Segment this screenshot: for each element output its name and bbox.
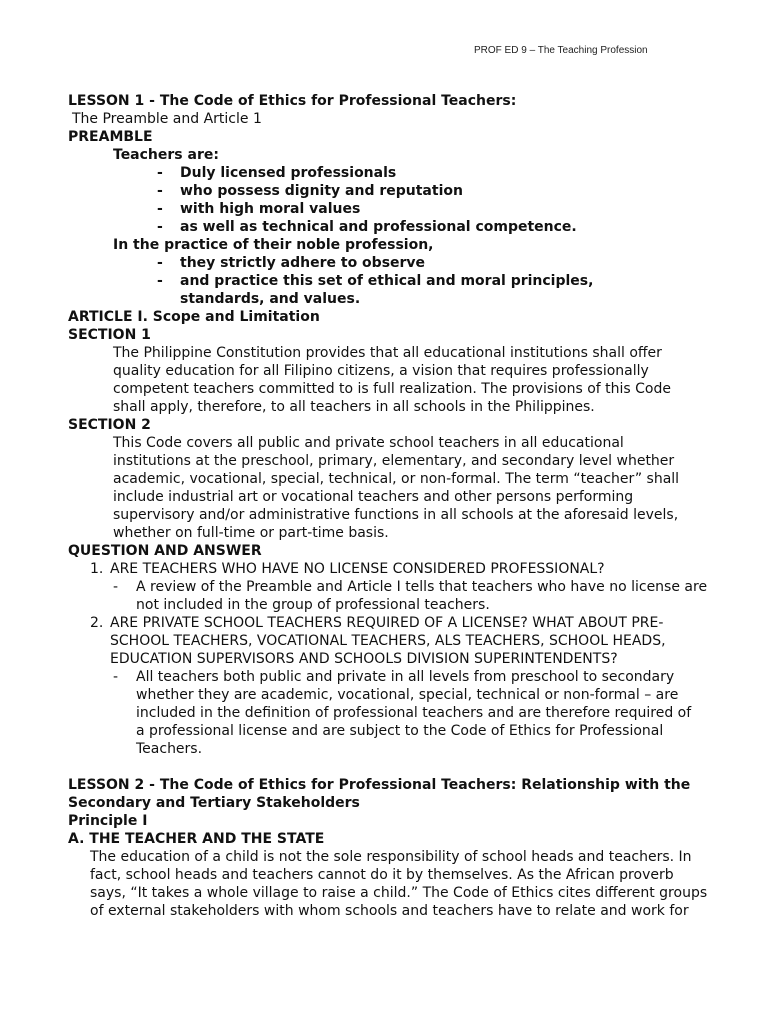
lesson1-title: LESSON 1 - The Code of Ethics for Professional Teachers:: [68, 93, 517, 109]
section1-heading: SECTION 1: [68, 327, 151, 343]
question: 1. ARE TEACHERS WHO HAVE NO LICENSE CONSIDERED PROFESSIONAL?: [90, 561, 605, 577]
section-a-heading: A. THE TEACHER AND THE STATE: [68, 831, 325, 847]
preamble-bullet-list-1: [68, 164, 708, 236]
running-header: PROF ED 9 – The Teaching Profession: [474, 45, 648, 56]
section1-text: The Philippine Constitution provides that all educational institutions shall offer quality education for all Filipino citizens, a vision that requires professionally competent teachers committed to is full realization. The provisions of this Code shall apply, therefore, to all teachers in all schools in the Philippines.: [113, 345, 671, 415]
dash-marker: -: [157, 201, 163, 217]
lesson2-text: The education of a child is not the sole responsibility of school heads and teachers. In fact, school heads and teachers cannot do it by themselves. As the African proverb says, “It takes a whole village to raise a child.” The Code of Ethics cites different groups of external stakeholders with whom schools and teachers have to relate and work for: [90, 849, 708, 919]
article-heading: ARTICLE I. Scope and Limitation: [68, 309, 320, 325]
list-item: - and practice this set of ethical and moral principles, standards, and values.: [157, 273, 594, 307]
list-item: - with high moral values: [157, 201, 361, 217]
qa-list: [68, 560, 708, 758]
principle-heading: Principle I: [68, 813, 148, 829]
list-item: - who possess dignity and reputation: [157, 183, 463, 199]
qa-item: [68, 614, 708, 758]
list-item: - Duly licensed professionals: [157, 165, 397, 181]
answer: - A review of the Preamble and Article I tells that teachers who have no license are not included in the group of professional teachers.: [113, 579, 708, 613]
practice-line: In the practice of their noble profession,: [113, 237, 434, 253]
preamble-heading: PREAMBLE: [68, 129, 153, 145]
dash-marker: -: [113, 579, 119, 595]
section2-text: This Code covers all public and private school teachers in all educational institutions at the preschool, primary, elementary, and secondary level whether academic, vocational, special, technical, or non-formal. The term “teacher” shall include industrial art or vocational teachers and other persons performing supervisory and/or administrative functions in all schools at the aforesaid levels, whether on full-time or part-time basis.: [113, 435, 680, 541]
lesson2-title: LESSON 2 - The Code of Ethics for Professional Teachers: Relationship with the Secondary and Tertiary Stakeholders: [68, 777, 691, 811]
document-body: [68, 92, 708, 920]
dash-marker: -: [157, 183, 163, 199]
lesson1-subtitle: The Preamble and Article 1: [72, 111, 262, 127]
preamble-bullet-list-2: [68, 254, 708, 308]
dash-marker: -: [113, 669, 119, 685]
section2-heading: SECTION 2: [68, 417, 151, 433]
question: 2. ARE PRIVATE SCHOOL TEACHERS REQUIRED OF A LICENSE? WHAT ABOUT PRE-SCHOOL TEACHERS, VOCATIONAL TEACHERS, ALS TEACHERS, SCHOOL HEADS, EDUCATION SUPERVISORS AND SCHOOLS DIVISION SUPERINTENDENTS?: [90, 615, 666, 667]
list-item: - they strictly adhere to observe: [157, 255, 426, 271]
dash-marker: -: [157, 165, 163, 181]
answer: - All teachers both public and private in all levels from preschool to secondary whether they are academic, vocational, special, technical or non-formal – are included in the definition of professional teachers and are therefore required of a professional license and are subject to the Code of Ethics for Professional Teachers.: [113, 669, 692, 757]
qa-item: [68, 560, 708, 614]
dash-marker: -: [157, 219, 163, 235]
qa-heading: QUESTION AND ANSWER: [68, 543, 262, 559]
teachers-are-line: Teachers are:: [113, 147, 219, 163]
dash-marker: -: [157, 255, 163, 271]
list-item: - as well as technical and professional competence.: [157, 219, 577, 235]
dash-marker: -: [157, 273, 163, 289]
spacer: [68, 758, 708, 776]
